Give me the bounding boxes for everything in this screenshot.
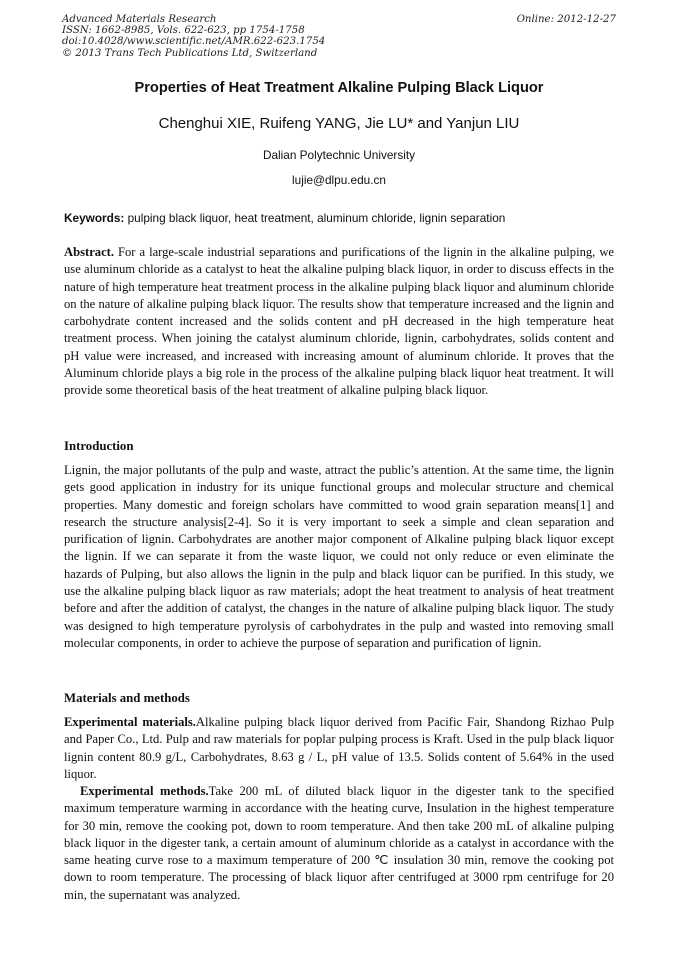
keywords-label: Keywords: — [64, 211, 125, 225]
methods-heading: Materials and methods — [64, 691, 190, 705]
abstract-label: Abstract. — [64, 245, 115, 259]
journal-header — [62, 14, 325, 59]
methods-label: Experimental methods. — [80, 784, 209, 798]
doi-line: doi:10.4028/www.scientific.net/AMR.622-623.1754 — [62, 36, 326, 48]
introduction-heading: Introduction — [64, 439, 134, 453]
online-date: Online: 2012-12-27 — [516, 14, 616, 25]
introduction-text: Lignin, the major pollutants of the pulp and waste, attract the public’s attention. At the same time, the lignin gets good application in industry for its unique functional groups and molecular structure and chemical properties. Many domestic and foreign scholars have committed to wood grain separation means[1] and research the structure analysis[2-4]. So it is very important to seek a simple and clean separation and purification of lignin. Carbohydrates are another major component of Alkaline pulping black liquor except the lignin. If we can separate it from the waste liquor, we could not only reduce or even eliminate the hazards of Pulping, but also allows the lignin in the pulp and black liquor can be purified. In this study, we use the alkaline pulping black liquor as raw materials; adopt the heat treatment to analysis of heat treatment before and after the addition of catalyst, the changes in the nature of alkaline pulping black liquor. The study was designed to high temperature pyrolysis of carbohydrates in the pulp and wasted into removing small molecular components, in order to achieve the purpose of separation and purification of lignin. — [64, 463, 614, 650]
materials-label: Experimental materials. — [64, 715, 196, 729]
journal-name: Advanced Materials Research — [62, 14, 217, 25]
keywords-text: pulping black liquor, heat treatment, aluminum chloride, lignin separation — [124, 211, 506, 225]
experimental-methods — [64, 783, 614, 904]
author-list: Chenghui XIE, Ruifeng YANG, Jie LU* and Yanjun LIU — [158, 115, 520, 132]
affiliation: Dalian Polytechnic University — [262, 148, 416, 162]
copyright-line: © 2013 Trans Tech Publications Ltd, Switzerland — [62, 47, 318, 59]
keywords — [64, 211, 616, 225]
abstract-text: For a large-scale industrial separations and purifications of the lignin in the alkaline pulping, we use aluminum chloride as a catalyst to heat the alkaline pulping black liquor, in order to discuss effects in the nature of high temperature heat treatment process in the alkaline pulping black liquor and aluminum chloride on the nature of alkaline pulping black liquor. The results show that temperature increased and the lignin and carbohydrate content increased and the solids content and pH decreased in the high temperature heat treatment process. When joining the catalyst aluminum chloride, lignin, carbohydrates, solids content and pH value were increased, and increased with increasing amount of aluminum chloride. It proves that the Aluminum chloride plays a big role in the process of the alkaline pulping black liquor heat treatment. It will provide some theoretical basis of the heat treatment of alkaline pulping black liquor. — [64, 245, 614, 398]
methods-text: Take 200 mL of diluted black liquor in the digester tank to the specified maximum temperature warming in accordance with the heating curve, Insulation in the highest temperature for 30 min, remove the cooking pot, down to room temperature. And then take 200 mL of alkaline pulping black liquor in the digester tank, a certain amount of aluminum chloride as a catalyst in accordance with the same heating curve rose to a maximum temperature of 200 ℃ insulation 30 min, remove the cooking pot down to room temperature. The processing of black liquor after centrifuged at 3000 rpm centrifuge for 20 min, the supernatant was analyzed. — [64, 784, 614, 902]
paper-title: Properties of Heat Treatment Alkaline Pulping Black Liquor — [134, 80, 544, 96]
abstract — [64, 244, 614, 400]
materials-text: Alkaline pulping black liquor derived from Pacific Fair, Shandong Rizhao Pulp and Paper Co., Ltd. Pulp and raw materials for poplar pulping process is Kraft. Used in the pulp black liquor lignin content 80.9 g/L, Carbohydrates, 8.63 g / L, pH value of 13.5. Solids content of 5.64% in the used liquor. — [64, 715, 615, 781]
issn-line: ISSN: 1662-8985, Vols. 622-623, pp 1754-1758 — [62, 25, 305, 37]
author-email: lujie@dlpu.edu.cn — [292, 173, 386, 187]
experimental-materials — [64, 714, 614, 783]
